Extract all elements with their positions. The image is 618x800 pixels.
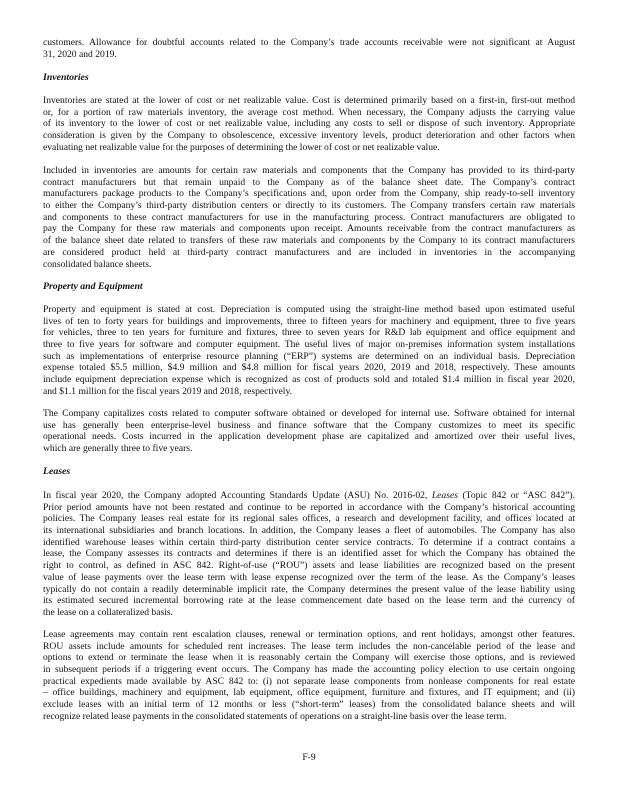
- text-line: use has generally been enterprise-level business and finance software that the Company customizes to meet its specific: [43, 419, 575, 431]
- text-line: are considered product held at third-party contract manufacturers and are included in inventories in the accompanying: [43, 246, 575, 258]
- text-line: in subsequent periods if a triggering event occurs. The Company has made the accounting policy election to use certain ongoing: [43, 664, 575, 676]
- text-line: typically do not contain a readily determinable implicit rate, the Company determines the present value of the lease liability using: [43, 583, 575, 595]
- text-line: of its inventory to the lower of cost or net realizable value, including any costs to sell or dispose of such inventory. Appropriate: [43, 118, 575, 130]
- text-line: consolidated balance sheets.: [43, 258, 152, 270]
- text-line: exclude leases with an initial term of 12 months or less (“short-term” leases) from the consolidated balance sheets and will: [43, 699, 575, 711]
- text-line: evaluating net realizable value for the purposes of determining the lower of cost or net realizable value.: [43, 141, 440, 153]
- page-number: F-9: [302, 752, 316, 763]
- text-line: In fiscal year 2020, the Company adopted Accounting Standards Update (ASU) No. 2016-02, Leases (Topic 842 or “ASC 842”).: [43, 490, 575, 501]
- heading-leases: Leases: [43, 466, 71, 477]
- text-line: which are generally three to five years.: [43, 443, 193, 455]
- text-line: include equipment depreciation expense which is recognized as cost of products sold and totaled $1.4 million in fiscal year 2020,: [43, 374, 575, 386]
- text-line: policies. The Company leases real estate for its regional sales offices, a research and development facility, and offices located at: [43, 513, 575, 525]
- paragraph-leases-1: [43, 490, 575, 619]
- text-line: of the balance sheet date related to transfers of these raw materials and components by the Company to its contract manufacturers: [43, 235, 575, 247]
- text-line: consideration is given by the Company to obsolescence, excessive inventory levels, product deterioration and other factors when: [43, 130, 575, 142]
- text-line: identified warehouse leases within certain third-party distribution center service contracts. To determine if a contract contains a: [43, 536, 575, 548]
- text-line: its international subsidiaries and branch locations. In addition, the Company leases a fleet of automobiles. The Company has also: [43, 525, 575, 537]
- text-line: – office buildings, machinery and equipment, lab equipment, office equipment, furniture and fixtures, and IT equipment; and (ii): [43, 687, 575, 699]
- text-line: recognize related lease payments in the consolidated statements of operations on a straight-line basis over the lease term.: [43, 710, 507, 722]
- text-line: The Company capitalizes costs related to computer software obtained or developed for internal use. Software obtained for internal: [43, 408, 575, 419]
- paragraph-property-2: [43, 408, 575, 455]
- text-line: lives of ten to forty years for buildings and improvements, three to fifteen years for machinery and equipment, three to five years: [43, 315, 575, 327]
- text-line: pay the Company for these raw materials and components upon receipt. Amounts receivable from the contract manufacturers as: [43, 223, 575, 235]
- text-line: the lease on a collateralized basis.: [43, 606, 173, 618]
- text-line: for vehicles, three to ten years for furniture and fixtures, three to seven years for R&D lab equipment and office equipment and: [43, 327, 575, 339]
- text-line: lease, the Company assesses its contracts and determines if there is an identified asset for which the Company has obtained the: [43, 548, 575, 560]
- text-line: and components to these contract manufacturers for use in the manufacturing process. Contract manufacturers are obligated to: [43, 211, 575, 223]
- paragraph-allowance: [43, 37, 575, 60]
- paragraph-inventories-1: [43, 95, 575, 153]
- text-line: ROU assets include amounts for scheduled rent increases. The lease term includes the non-cancelable period of the lease and: [43, 640, 575, 652]
- text-line: options to extend or terminate the lease when it is reasonably certain the Company will exercise those options, and is reviewed: [43, 652, 575, 664]
- heading-property-equipment: Property and Equipment: [43, 281, 143, 292]
- text-line: Included in inventories are amounts for certain raw materials and components that the Company has provided to its third-party: [43, 165, 575, 176]
- text-line: contract manufacturers but that remain unpaid to the Company as of the balance sheet date. The Company’s contract: [43, 176, 575, 188]
- text-line: to either the Company’s third-party distribution centers or directly to its customers. The Company transfers certain raw materials: [43, 200, 575, 212]
- text-line: operational needs. Costs incurred in the application development phase are capitalized and amortized over their useful lives,: [43, 431, 575, 443]
- text-line: Lease agreements may contain rent escalation clauses, renewal or termination options, and rent holidays, amongst other features.: [43, 629, 575, 640]
- heading-inventories: Inventories: [43, 72, 89, 83]
- text-line: or, for a portion of raw materials inventory, the average cost method. When necessary, the Company adjusts the carrying value: [43, 106, 575, 118]
- text-line: Inventories are stated at the lower of cost or net realizable value. Cost is determined primarily based on a first-in, first-out method: [43, 95, 575, 106]
- text-line: Property and equipment is stated at cost. Depreciation is computed using the straight-line method based upon estimated useful: [43, 304, 575, 315]
- text-line: practical expedients made available by ASC 842 to: (i) not separate lease components from nonlease components for real estate: [43, 675, 575, 687]
- text-line: and $1.1 million for the fiscal years 2019 and 2018, respectively.: [43, 385, 293, 397]
- text-line: 31, 2020 and 2019.: [43, 48, 117, 60]
- paragraph-leases-2: [43, 629, 575, 723]
- text-line: manufacturers package products to the Company’s specifications and, upon order from the Company, ship ready-to-sell inventory: [43, 188, 575, 200]
- text-line: such as implementations of enterprise resource planning (“ERP”) systems are determined on an individual basis. Depreciation: [43, 350, 575, 362]
- text-line: expense totaled $5.5 million, $4.9 million and $4.8 million for fiscal years 2020, 2019 and 2018, respectively. These amounts: [43, 362, 575, 374]
- text-line: right to control, as defined in ASC 842. Right-of-use (“ROU”) assets and lease liabilities are recognized based on the present: [43, 560, 575, 572]
- text-line: its estimated secured incremental borrowing rate at the lease commencement date based on the lease term and the currency of: [43, 595, 575, 607]
- text-line: three to five years for software and computer equipment. The useful lives of major on-premises information system installations: [43, 339, 575, 351]
- text-line: customers. Allowance for doubtful accounts related to the Company’s trade accounts receivable were not significant at August: [43, 37, 575, 48]
- text-line: Prior period amounts have not been restated and continue to be reported in accordance with the Company’s historical accounting: [43, 501, 575, 513]
- paragraph-property-1: [43, 304, 575, 398]
- paragraph-inventories-2: [43, 165, 575, 270]
- text-line: value of lease payments over the lease term with lease expense recognized over the term of the lease. As the Company’s leases: [43, 571, 575, 583]
